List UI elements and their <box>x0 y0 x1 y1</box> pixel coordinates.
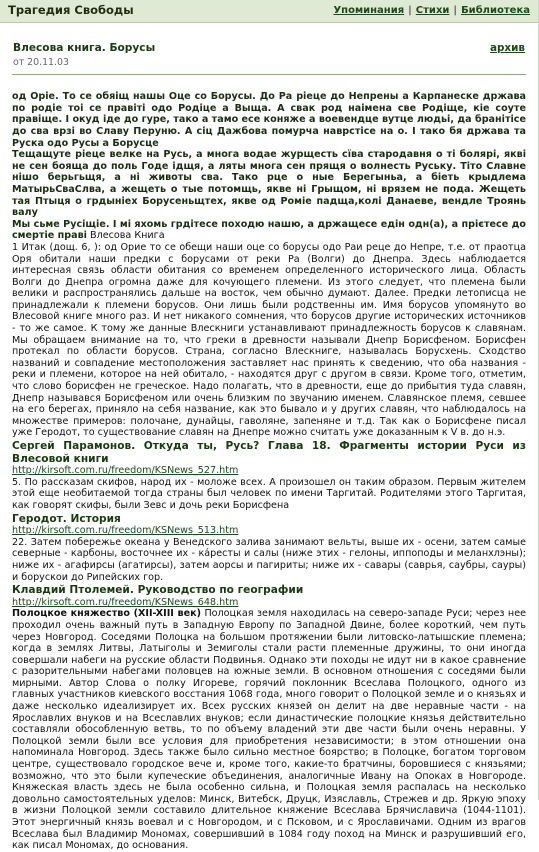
nav-separator: | <box>408 5 412 17</box>
section-heading: Геродот. История <box>12 512 121 525</box>
site-header <box>0 0 538 23</box>
polotsk-body: Полоцкая земля находилась на северо-западе Руси; через нее проходил очень важный путь в Западную Европу по Западной Двине, более короткий, чем путь через Новгород. Соседями Полоцка на большом протяжении были литовско-латышские племена; когда в землях Литвы, Латыголы и Земиголы стали расти племенные дружины, то они иногда совершали набеги на русские области Подвинья. Однако эти походы не идут ни в какое сравнение с разорительными набегами половцев на южные земли. В основном отношения с соседями были мирными. Автор Слова о полку Игореве, горячий поклонник Всеслава Полоцкого, одного из главных участников киевского восстания 1068 года, много говорит о Полоцкой земле и о князьях и даже несколько идеализирует их. Всех русских князей он делит на две неравные части - на Ярославлих внуков и на Всеславлих внуков; если династические полоцкие князья действительно составляли обособленную ветвь, то по объему владений эти две части были очень неравны. У Полоцкой земли были все условия для приобретения независимости; в этом отношении она напоминала Новгород. Здесь также было сильно местное боярство; в Полоцке, богатом торговом центре, существовало городское вече и, кроме того, какие-то братчины, боровшиеся с князьями; возможно, что это были купеческие объединения, аналогичные Ивану на Опоках в Новгороде. Княжеская власть здесь не была особенно сильна, и Полоцкая земля распалась на несколько довольно самостоятельных уделов: Минск, Витебск, Друцк, Изяславль, Стрежев и др. Яркую эпоху в жизни Полоцкой земли составило длительное княжение Всеслава Брячиславича (1044-1101). Этот энергичный князь воевал и с Новгородом, и с Псковом, и с Ярославичами. Одним из врагов Всеслава был Владимир Мономах, совершивший в 1084 году поход на Минск и разрушивший его, как писал Мономах, до основания. <box>12 608 526 852</box>
nav-link-library[interactable]: Библиотека <box>461 5 530 17</box>
source-link[interactable]: http://kirsoft.com.ru/freedom/KSNews_648.htm <box>12 596 239 608</box>
polotsk-paragraph <box>12 608 526 851</box>
nav-link-poems[interactable]: Стихи <box>415 5 450 17</box>
veles-text-paragraph: од Оріе. То се обяіщ нашы Оце со Борусы. До Ра ріеце до Непрены а Карпанеске држава по родіе тоі се правіті одо Родіце а Выща. А свак род наімена све Родіще, кіе соуте правіще. І окуд іде до гуре, тако а тамо есе коняже а воевендце вутце людьі, да бранітісе до сва врзі во Славу Перуню. А сіц Дажбова помурча наврстісе на о. І тако бя држава та Руска одо Русы а Борусце <box>12 91 526 149</box>
section-heading: Клавдий Птолемей. Руководство по географии <box>12 584 304 597</box>
site-title: Трагедия Свободы <box>8 3 134 18</box>
veles-text-paragraph: Мы сьме Русіщіе. І мі яхомь грдітесе походю нашю, а држащесе едін одн(а), а прієтесе до смертіе праві <box>12 218 526 242</box>
commentary-paragraph: 1 Итак (дощ. 6, ): од Орие то се обещи наши оце со борусы одо Раи реце до Непре, т.е. от праотца Оря обитали наши предки с борусами от реки Ра (Волги) до Днепра. Здесь наблюдается интересная связь области обитания со временем определенного исторического лица. Область Волги до Днепра огромна даже для кочующего племени. Из этого следует, что племена были велики и распространялись дальше на восток, чем обычно думают. Далее. Предки летописца не принадлежали к племени борусов. Они лишь были родственны им. Имя борусов упомянуто во Влесовой книге много раз. И нет никакого сомнения, что борусов другие исторических источников - то же самое. К тому же данные Влескниги устанавливают принадлежность борусов к славянам. Мы обращаем внимание на то, что греки в древности называли Днепр Борисфеном. Борисфен протекал по области борусов. Страна, согласно Влескниге, называлась Борусхень. Сходство названий и совпадение местоположения заставляет нас принять к сведению, что оба названия - реки и племени, которое на ней обитало, - находятся друг с другом в связи. Кроме того, отметим, что слово борисфен не греческое. Надо полагать, что в древности, еще до прибытия туда славян, Днепр назывався Борисфеном или очень близким по звучанию именем. Славянское племя, севшее на его берегах, приняло на себя название, как это бывало и у других славян, что наблюдалось на множестве примеров: полочане, дунайцы, гаволяне, запеняне и т.д. Так как о Борисфене писал уже Геродот, то существование славян на Днепре можно считать уже доказанным к V в. до н.э. <box>12 241 526 439</box>
top-nav <box>333 5 530 17</box>
section-heading: Сергей Парамонов. Откуда ты, Русь? Глава 18. Фрагменты истории Руси из Влесовой книги <box>12 440 526 465</box>
veles-text-closing <box>12 219 526 242</box>
section-body: 5. По рассказам скифов, народ их - моложе всех. А произошел он таким образом. Первым жителем этой еще необитаемой тогда страны был человек по имени Таргитай. Родителями этого Таргитая, как говорят скифы, были Зевс и дочь реки Борисфена <box>12 476 526 511</box>
source-link[interactable]: http://kirsoft.com.ru/freedom/KSNews_527.htm <box>12 465 239 477</box>
polotsk-heading: Полоцкое княжество (XII-XIII век) <box>12 608 202 620</box>
source-label: Влесова Книга <box>90 230 165 242</box>
archive-link[interactable]: архив <box>489 42 525 54</box>
divider <box>12 74 526 75</box>
post-header <box>13 43 525 55</box>
post-title: Влесова книга. Борусы <box>13 42 156 54</box>
source-link[interactable]: http://kirsoft.com.ru/freedom/KSNews_513.htm <box>12 525 239 537</box>
post-date: от 20.11.03 <box>13 56 69 68</box>
post-content <box>12 91 526 852</box>
nav-link-comments[interactable]: Упоминания <box>333 5 405 17</box>
section-body: 22. Затем побережье океана у Венедского залива занимают вельты, выше их - осени, затем самые северные - карбоны, восточнее их - кáресты и салы (ниже этих - гелоны, иппоподы и меланхлэны); ниже их - агафирсы (агатирсы), затем аорсы и пагириты; ниже их - савары (саврья, саубры, сауры) и борускои до Рипейских гор. <box>12 536 526 583</box>
veles-text-paragraph: Тещащуте ріеце велке на Русь, а многа водае журщесть сїва стародавня о ті болярі, якві не сен бояща до поль Годе ідщя, а ляты многа сен прящя о волнесть Руську. Тіто Славне нішо берьгьщя, а ні животы сва. Тако рце о ные Берегыньа, а біеть крыдлема МатырьСваСлва, а жещеть о тые потомщь, якве ні Грыщом, ні врязем не пода. Жещеть тая Птыця о грдыніех Борусеньщтех, якве од Роміе падща,колі Данаеве, вендле Троянь валу <box>12 149 526 219</box>
nav-separator: | <box>453 5 458 17</box>
